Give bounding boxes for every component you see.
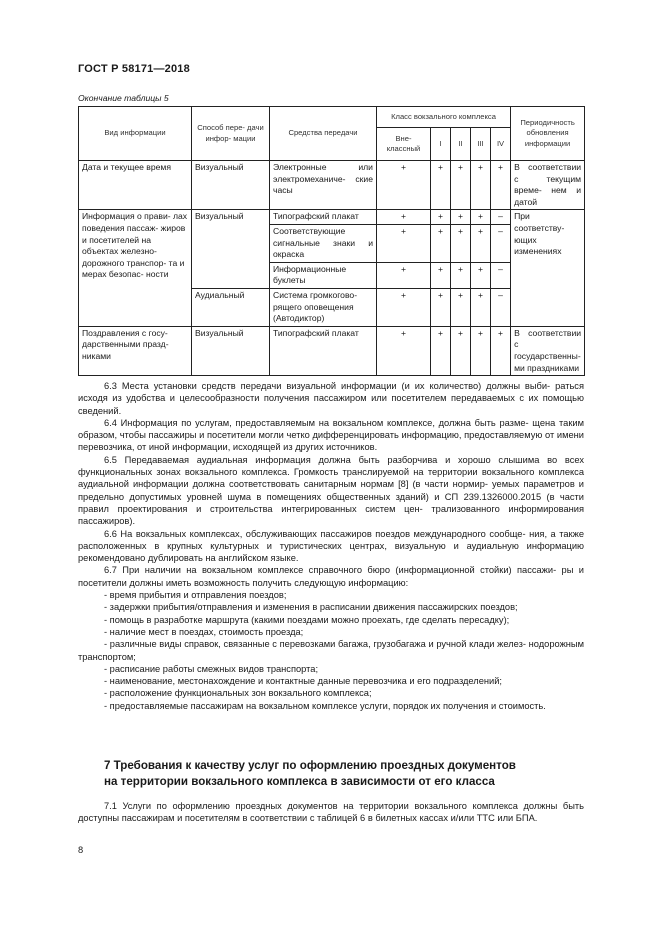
table-row xyxy=(79,161,585,210)
header-class-3: III xyxy=(471,128,491,161)
list-item: - различные виды справок, связанные с перевозками багажа, грузобагажа и ручной клади желез- нодорожным транспортом; xyxy=(78,639,584,662)
list-item: - время прибытия и отправления поездов; xyxy=(104,590,287,601)
header-method: Способ пере- дачи инфор- мации xyxy=(192,107,270,161)
cell-means: Типографский плакат xyxy=(270,210,377,225)
cell-mark: + xyxy=(431,326,451,375)
header-class-group: Класс вокзального комплекса xyxy=(377,107,511,128)
header-class-extra: Вне- классный xyxy=(377,128,431,161)
header-class-2: II xyxy=(451,128,471,161)
cell-mark: + xyxy=(451,210,471,225)
paragraph-6-7: 6.7 При наличии на вокзальном комплексе справочного бюро (информационной стойки) пассажи- ры и посетители должны иметь возможность получить следующую информацию: xyxy=(78,565,584,588)
cell-method: Аудиальный xyxy=(192,288,270,326)
cell-mark: – xyxy=(491,262,511,288)
cell-mark: – xyxy=(491,224,511,262)
table-header-row xyxy=(79,107,585,128)
cell-mark: + xyxy=(471,288,491,326)
list-item: - расписание работы смежных видов транспорта; xyxy=(104,663,319,674)
cell-mark: + xyxy=(471,210,491,225)
header-period: Периодичность обновления информации xyxy=(511,107,585,161)
cell-period: В соответствии с государственны- ми праздниками xyxy=(511,326,585,375)
cell-period: При соответству- ющих изменениях xyxy=(511,210,585,326)
cell-means: Информационные буклеты xyxy=(270,262,377,288)
table-caption: Окончание таблицы 5 xyxy=(78,93,169,103)
paragraph-6-5: 6.5 Передаваемая аудиальная информация должна быть разборчива и хорошо слышима во всех функциональных зонах вокзального комплекса. Громкость транслируемой на территории вокзального комплекса аудиальной информации должна соответствовать санитарным нормам [8] (в части нормир- уемых параметров и предельно допустимых уровней шума в помещениях общественных зданий) и СП 239.1326000.2015 (в части правил проектирования и строительства интегрированных систем цен- трализованного информирования пассажиров). xyxy=(78,454,584,527)
list-item: - помощь в разработке маршрута (какими поездами можно проехать, где сделать пересадку); xyxy=(104,614,510,625)
cell-period: В соответствии с текущим време- нем и датой xyxy=(511,161,585,210)
cell-mark: + xyxy=(451,326,471,375)
section-title-line: на территории вокзального комплекса в зависимости от его класса xyxy=(104,775,495,788)
cell-mark: + xyxy=(377,161,431,210)
list-item: - задержки прибытия/отправления и изменения в расписании движения пассажирских поездов; xyxy=(104,602,518,613)
cell-mark: + xyxy=(377,288,431,326)
cell-mark: + xyxy=(471,161,491,210)
cell-info: Дата и текущее время xyxy=(79,161,192,210)
paragraph-6-4: 6.4 Информация по услугам, предоставляемым на вокзальном комплексе, должна быть разме- щена таким образом, чтобы пассажиры и посетители могли четко дифференцировать информацию, предоставляемую от имени перевозчика, от иной информации, исходящей из других источников. xyxy=(78,417,584,453)
cell-mark: + xyxy=(377,262,431,288)
cell-mark: – xyxy=(491,288,511,326)
cell-means: Электронные или электромеханиче- ские часы xyxy=(270,161,377,210)
info-table xyxy=(78,106,585,376)
body-text xyxy=(78,380,584,712)
section-7-heading xyxy=(104,758,516,790)
cell-mark: + xyxy=(377,210,431,225)
list-item: - расположение функциональных зон вокзального комплекса; xyxy=(104,688,372,699)
cell-mark: + xyxy=(471,224,491,262)
header-means: Средства передачи xyxy=(270,107,377,161)
cell-mark: + xyxy=(377,224,431,262)
cell-mark: + xyxy=(451,161,471,210)
list-item: - наименование, местонахождение и контактные данные перевозчика и его подразделений; xyxy=(104,676,502,687)
cell-means: Система громкогово- рящего оповещения (Автодиктор) xyxy=(270,288,377,326)
section-7-body xyxy=(78,800,584,825)
page-number: 8 xyxy=(78,845,84,855)
cell-mark: + xyxy=(431,161,451,210)
cell-mark: + xyxy=(471,326,491,375)
section-title-line: 7 Требования к качеству услуг по оформлению проездных документов xyxy=(104,759,516,772)
cell-mark: + xyxy=(451,288,471,326)
cell-mark: + xyxy=(431,288,451,326)
list-item: - предоставляемые пассажирам на вокзальном комплексе услуги, порядок их получения и стоимость. xyxy=(104,700,546,711)
cell-method: Визуальный xyxy=(192,161,270,210)
header-class-4: IV xyxy=(491,128,511,161)
cell-means: Соответствующие сигнальные знаки и окраска xyxy=(270,224,377,262)
paragraph-7-1: 7.1 Услуги по оформлению проездных документов на территории вокзального комплекса должны быть доступны пассажирам и посетителям в соответствии с таблицей 6 в билетных кассах и/или ТТС или БПА. xyxy=(78,801,584,824)
cell-mark: + xyxy=(471,262,491,288)
cell-mark: + xyxy=(491,326,511,375)
table-row xyxy=(79,210,585,225)
cell-mark: + xyxy=(431,262,451,288)
header-info-type: Вид информации xyxy=(79,107,192,161)
cell-info: Поздравления с госу- дарственными празд- никами xyxy=(79,326,192,375)
list-item: - наличие мест в поездах, стоимость проезда; xyxy=(104,626,304,637)
paragraph-6-6: 6.6 На вокзальных комплексах, обслуживающих пассажиров поездов международного сообще- ния, а также расположенных в крупных культурных и туристических центрах, визуальную и аудиальную информацию рекомендовано дублировать на английском языке. xyxy=(78,528,584,564)
table-row xyxy=(79,326,585,375)
cell-means: Типографский плакат xyxy=(270,326,377,375)
cell-mark: + xyxy=(377,326,431,375)
cell-mark: + xyxy=(491,161,511,210)
header-class-1: I xyxy=(431,128,451,161)
cell-mark: + xyxy=(431,224,451,262)
paragraph-6-3: 6.3 Места установки средств передачи визуальной информации (и их количество) должны выби- раться исходя из удобства и целесообразности получения пассажиром или посетителем передаваемых с их помощью сведений. xyxy=(78,381,584,416)
cell-mark: – xyxy=(491,210,511,225)
cell-method: Визуальный xyxy=(192,210,270,289)
cell-info: Информация о прави- лах поведения пассаж- жиров и посетителей на объектах железно- дорожного транспор- та и мерах безопас- ности xyxy=(79,210,192,326)
document-code: ГОСТ Р 58171—2018 xyxy=(78,63,190,75)
cell-method: Визуальный xyxy=(192,326,270,375)
cell-mark: + xyxy=(451,224,471,262)
cell-mark: + xyxy=(451,262,471,288)
cell-mark: + xyxy=(431,210,451,225)
